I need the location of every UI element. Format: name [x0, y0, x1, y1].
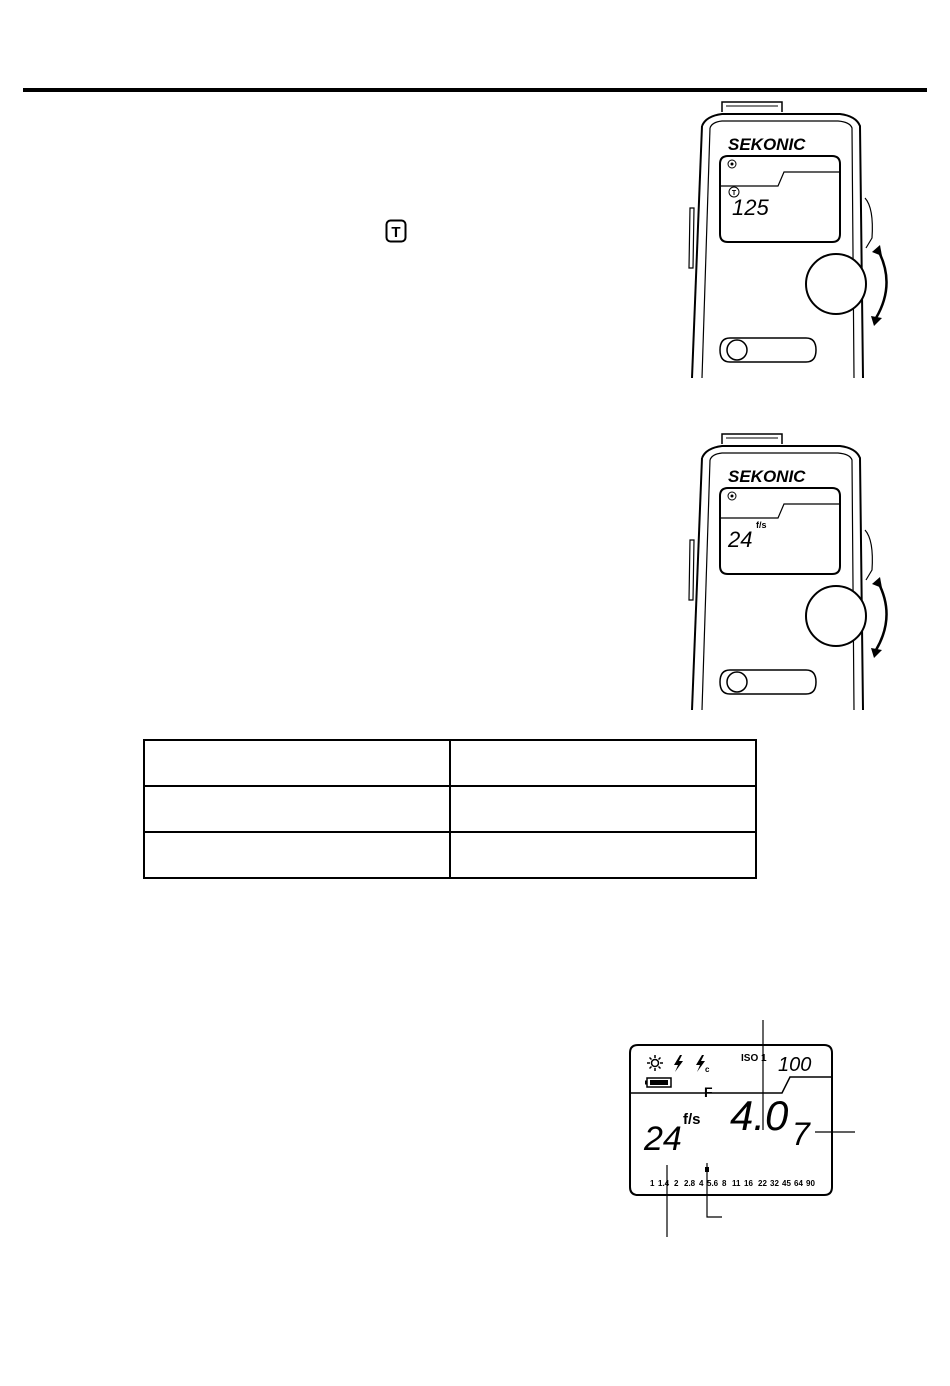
aperture-value: 4.0	[730, 1092, 789, 1139]
light-meter-illustration-cine	[660, 430, 920, 712]
svg-text:1: 1	[650, 1179, 655, 1188]
svg-text:90: 90	[806, 1179, 815, 1188]
table-cell	[450, 786, 756, 832]
table-row	[144, 786, 756, 832]
svg-text:45: 45	[782, 1179, 791, 1188]
table-cell	[144, 786, 450, 832]
svg-text:2.8: 2.8	[684, 1179, 696, 1188]
aperture-tenths: 7	[792, 1116, 810, 1152]
flash-cord-icon	[696, 1055, 710, 1074]
aperture-prefix: F	[704, 1084, 713, 1100]
spec-table	[143, 739, 757, 879]
svg-text:64: 64	[794, 1179, 803, 1188]
svg-text:32: 32	[770, 1179, 779, 1188]
framerate-value: 24	[644, 1120, 682, 1158]
svg-text:5.6: 5.6	[707, 1179, 719, 1188]
svg-text:11: 11	[732, 1179, 741, 1188]
svg-text:2: 2	[674, 1179, 679, 1188]
svg-text:4: 4	[699, 1179, 704, 1188]
table-cell	[144, 832, 450, 878]
display-mode-icon: T	[731, 190, 737, 197]
timer-t-icon	[385, 219, 407, 243]
brand-logo: SEKONIC	[728, 467, 806, 486]
svg-text:16: 16	[744, 1179, 753, 1188]
svg-text:1.4: 1.4	[658, 1179, 670, 1188]
flash-icon	[674, 1055, 683, 1072]
iso-label: ISO 1	[741, 1053, 767, 1064]
lcd-display-figure	[610, 1015, 860, 1245]
brand-logo: SEKONIC	[728, 135, 806, 154]
leader-line	[707, 1163, 722, 1217]
display-value: 125	[732, 195, 769, 220]
timer-t-label: T	[391, 224, 401, 241]
table-row	[144, 740, 756, 786]
aperture-scale	[650, 1179, 815, 1188]
battery-icon	[645, 1078, 671, 1087]
table-cell	[144, 740, 450, 786]
iso-value: 100	[778, 1054, 812, 1076]
framerate-unit: f/s	[683, 1111, 701, 1128]
table-cell	[450, 740, 756, 786]
analog-scale-marker	[705, 1167, 709, 1172]
svg-text:22: 22	[758, 1179, 767, 1188]
ambient-sun-icon	[647, 1055, 663, 1071]
light-meter-illustration-shutter	[660, 98, 920, 380]
svg-text:c: c	[705, 1065, 710, 1074]
header-rule	[23, 88, 927, 92]
svg-text:8: 8	[722, 1179, 727, 1188]
table-cell	[450, 832, 756, 878]
table-row	[144, 832, 756, 878]
display-unit: f/s	[756, 520, 767, 530]
display-value: 24	[728, 527, 753, 552]
